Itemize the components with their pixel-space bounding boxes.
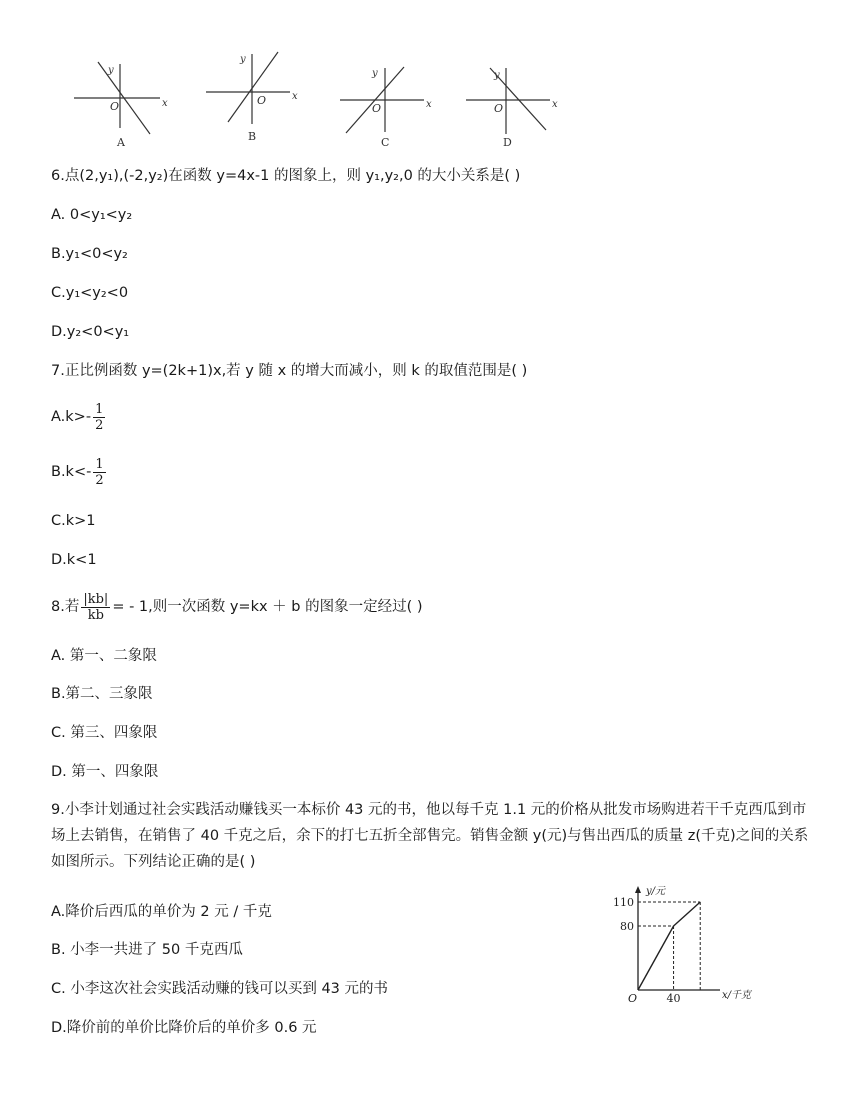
q6-option-a: A. 0<y₁<y₂ bbox=[51, 207, 133, 223]
q6-option-d: D.y₂<0<y₁ bbox=[51, 324, 130, 340]
graph-c-x-label: x bbox=[426, 99, 432, 110]
graph-c bbox=[340, 67, 424, 133]
graph-d-y-label: y bbox=[494, 70, 500, 81]
q8-option-d: D. 第一、四象限 bbox=[51, 764, 159, 780]
fraction-numerator: |kb| bbox=[83, 591, 109, 607]
q9-sales-chart bbox=[610, 880, 780, 1010]
fraction-denominator: kb bbox=[87, 607, 104, 623]
graph-d-x-label: x bbox=[552, 99, 558, 110]
fraction-numerator: 1 bbox=[95, 456, 104, 472]
q7-stem: 7.正比例函数 y=(2k+1)x,若 y 随 x 的增大而减小，则 k 的取值范围是( ) bbox=[51, 363, 528, 379]
q7-option-c: C.k>1 bbox=[51, 513, 96, 529]
chart-series-line-2 bbox=[674, 902, 701, 926]
graph-b-line bbox=[228, 52, 278, 122]
graph-c-origin: O bbox=[372, 102, 382, 115]
chart-x-label: x/千克 bbox=[722, 990, 752, 1001]
q7-option-d: D.k<1 bbox=[51, 552, 97, 568]
fraction-denominator: 2 bbox=[95, 472, 104, 488]
q7-option-a-fraction bbox=[93, 402, 105, 433]
q8-fraction bbox=[81, 592, 110, 623]
graph-a-y-label: y bbox=[108, 65, 114, 76]
q8-option-b: B.第二、三象限 bbox=[51, 686, 153, 702]
q7-option-b-prefix: B.k<- bbox=[51, 464, 92, 480]
graph-a bbox=[74, 62, 160, 134]
q8-suffix: = - 1,则一次函数 y=kx ＋ b 的图象一定经过( ) bbox=[112, 599, 423, 615]
q7-option-a bbox=[51, 400, 107, 434]
q9-stem: 9.小李计划通过社会实践活动赚钱买一本标价 43 元的书，他以每千克 1.1 元的价格从批发市场购进若干千克西瓜到市场上去销售，在销售了 40 千克之后，余下的打七五折全部售完。销售金额 y(元)与售出西瓜的质量 z(千克)之间的关系如图所示。下列结论正确的是( ) bbox=[51, 802, 809, 870]
answer-graphs bbox=[0, 0, 860, 150]
graph-a-label: A bbox=[117, 136, 125, 149]
q9-option-a: A.降价后西瓜的单价为 2 元 / 千克 bbox=[51, 904, 272, 920]
graph-a-origin: O bbox=[110, 100, 120, 113]
graph-b-y-label: y bbox=[240, 54, 246, 65]
graph-b-origin: O bbox=[257, 94, 267, 107]
q8-option-c: C. 第三、四象限 bbox=[51, 725, 158, 741]
graph-d-origin: O bbox=[494, 102, 504, 115]
chart-origin: O bbox=[628, 992, 638, 1005]
q7-option-b-fraction bbox=[93, 457, 105, 488]
fraction-numerator: 1 bbox=[95, 401, 104, 417]
chart-y-label: y/元 bbox=[646, 886, 666, 897]
chart-y-tick-label: 110 bbox=[613, 896, 634, 909]
q9-option-b: B. 小李一共进了 50 千克西瓜 bbox=[51, 942, 243, 958]
graph-c-label: C bbox=[381, 136, 390, 149]
q8-stem bbox=[51, 590, 423, 624]
fraction-denominator: 2 bbox=[95, 417, 104, 433]
q6-stem: 6.点(2,y₁),(-2,y₂)在函数 y=4x-1 的图象上，则 y₁,y₂,0 的大小关系是( ) bbox=[51, 168, 521, 184]
graph-b bbox=[206, 52, 290, 124]
chart-series-line-1 bbox=[638, 926, 674, 990]
graph-d bbox=[466, 68, 550, 134]
graph-b-label: B bbox=[248, 130, 257, 143]
q6-option-b: B.y₁<0<y₂ bbox=[51, 246, 128, 262]
q7-option-b bbox=[51, 455, 108, 489]
q8-option-a: A. 第一、二象限 bbox=[51, 648, 157, 664]
graph-b-x-label: x bbox=[292, 91, 298, 102]
graph-c-y-label: y bbox=[372, 68, 378, 79]
q9-option-d: D.降价前的单价比降价后的单价多 0.6 元 bbox=[51, 1020, 317, 1036]
graph-a-x-label: x bbox=[162, 98, 168, 109]
q6-option-c: C.y₁<y₂<0 bbox=[51, 285, 129, 301]
q9-option-c: C. 小李这次社会实践活动赚的钱可以买到 43 元的书 bbox=[51, 981, 389, 997]
chart-y-tick-label: 80 bbox=[620, 920, 634, 933]
chart-y-arrow bbox=[635, 886, 641, 893]
q7-option-a-prefix: A.k>- bbox=[51, 409, 92, 425]
chart-x-tick-label: 40 bbox=[666, 992, 681, 1005]
q8-prefix: 8.若 bbox=[51, 599, 80, 615]
graph-d-label: D bbox=[503, 136, 512, 149]
